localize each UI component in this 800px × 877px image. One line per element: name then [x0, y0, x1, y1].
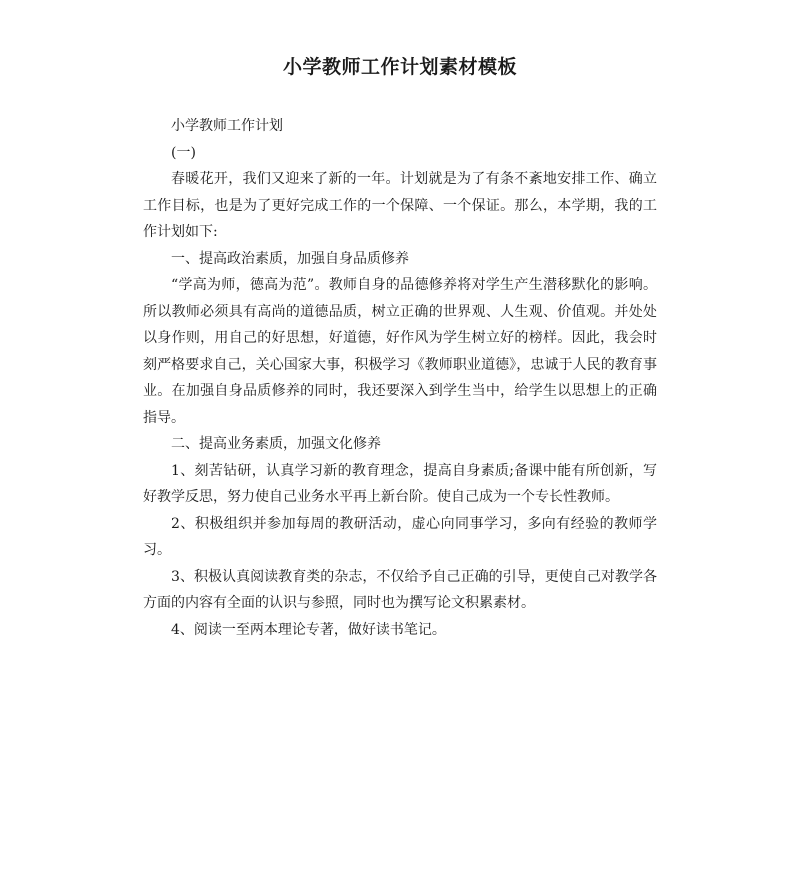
list-item-4: 4、阅读一至两本理论专著，做好读书笔记。 — [171, 621, 446, 638]
section-heading-1: 一、提高政治素质，加强自身品质修养 — [171, 250, 409, 267]
list-item-3: 3、积极认真阅读教育类的杂志，不仅给予自己正确的引导，更使自己对教学各方面的内容有全面的认识与参照，同时也为撰写论文积累素材。 — [143, 568, 657, 611]
document-title: 小学教师工作计划素材模板 — [282, 56, 517, 78]
list-item-2: 2、积极组织并参加每周的教研活动，虚心向同事学习，多向有经验的教师学习。 — [143, 515, 657, 558]
intro-paragraph: 春暖花开，我们又迎来了新的一年。计划就是为了有条不紊地安排工作、确立工作目标，也是为了更好完成工作的一个保障、一个保证。那么，本学期，我的工作计划如下: — [143, 171, 657, 240]
document-body — [143, 113, 657, 643]
section-heading-2: 二、提高业务素质，加强文化修养 — [171, 436, 381, 452]
section-number: (一) — [171, 144, 196, 161]
morality-paragraph: “学高为师，德高为范”。教师自身的品德修养将对学生产生潜移默化的影响。所以教师必须具有高尚的道德品质，树立正确的世界观、人生观、价值观。并处处以身作则，用自己的好思想，好道德，好作风为学生树立好的榜样。因此，我会时刻严格要求自己，关心国家大事，积极学习《教师职业道德》，忠诚于人民的教育事业。在加强自身品质修养的同时，我还要深入到学生当中，给学生以思想上的正确指导。 — [143, 277, 657, 426]
plan-subtitle: 小学教师工作计划 — [171, 118, 283, 134]
list-item-1: 1、刻苦钻研，认真学习新的教育理念，提高自身素质;备课中能有所创新，写好教学反思，努力使自己业务水平再上新台阶。使自己成为一个专长性教师。 — [143, 462, 657, 505]
